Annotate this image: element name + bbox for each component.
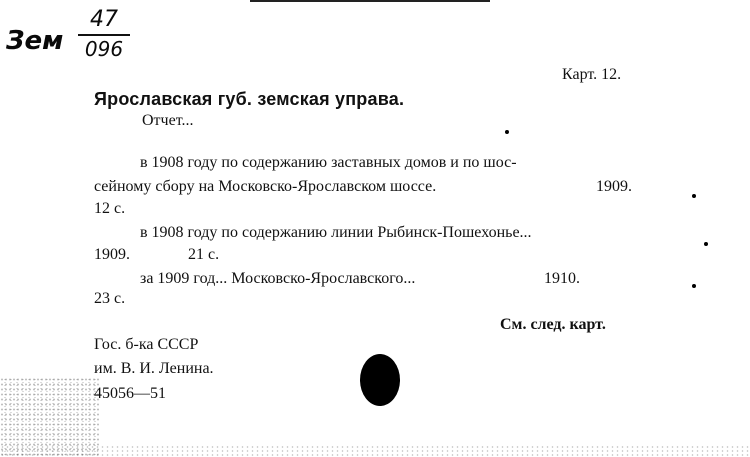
card-top-edge <box>250 0 490 2</box>
speck <box>692 194 696 198</box>
entry-2-pages: 21 с. <box>188 246 220 263</box>
fraction-bar <box>78 34 130 36</box>
card-number: Карт. 12. <box>562 66 622 83</box>
fraction-numerator: 47 <box>90 7 118 32</box>
entry-3-line-1: за 1909 год... Московско-Ярославского... <box>140 270 416 287</box>
library-stamp-number: 45056—51 <box>94 385 166 402</box>
entry-1-pages: 12 с. <box>94 200 126 217</box>
speck <box>704 242 708 246</box>
scan-noise-bottom <box>0 445 750 457</box>
handwritten-prefix: Зем <box>6 26 64 56</box>
entry-3-pages: 23 с. <box>94 290 126 307</box>
library-stamp-line-2: им. В. И. Ленина. <box>94 360 214 377</box>
entry-2-line-1: в 1908 году по содержанию линии Рыбинск-Пошехонье... <box>140 224 532 241</box>
speck <box>505 130 509 134</box>
entry-1-year: 1909. <box>596 178 632 195</box>
entry-2-year: 1909. <box>94 246 130 263</box>
entry-3-year: 1910. <box>544 270 580 287</box>
fraction-denominator: 096 <box>84 37 124 61</box>
handwritten-fraction <box>74 8 134 60</box>
library-stamp-line-1: Гос. б-ка СССР <box>94 336 199 353</box>
entry-1-line-2: сейному сбору на Московско-Ярославском шоссе. <box>94 178 437 195</box>
ink-blot <box>360 354 400 406</box>
card-subheading: Отчет... <box>142 112 194 129</box>
speck <box>692 284 696 288</box>
card-heading: Ярославская губ. земская управа. <box>94 89 405 109</box>
entry-1-line-1: в 1908 году по содержанию заставных домов и по шос- <box>140 154 517 171</box>
see-next-card: См. след. карт. <box>500 316 606 333</box>
